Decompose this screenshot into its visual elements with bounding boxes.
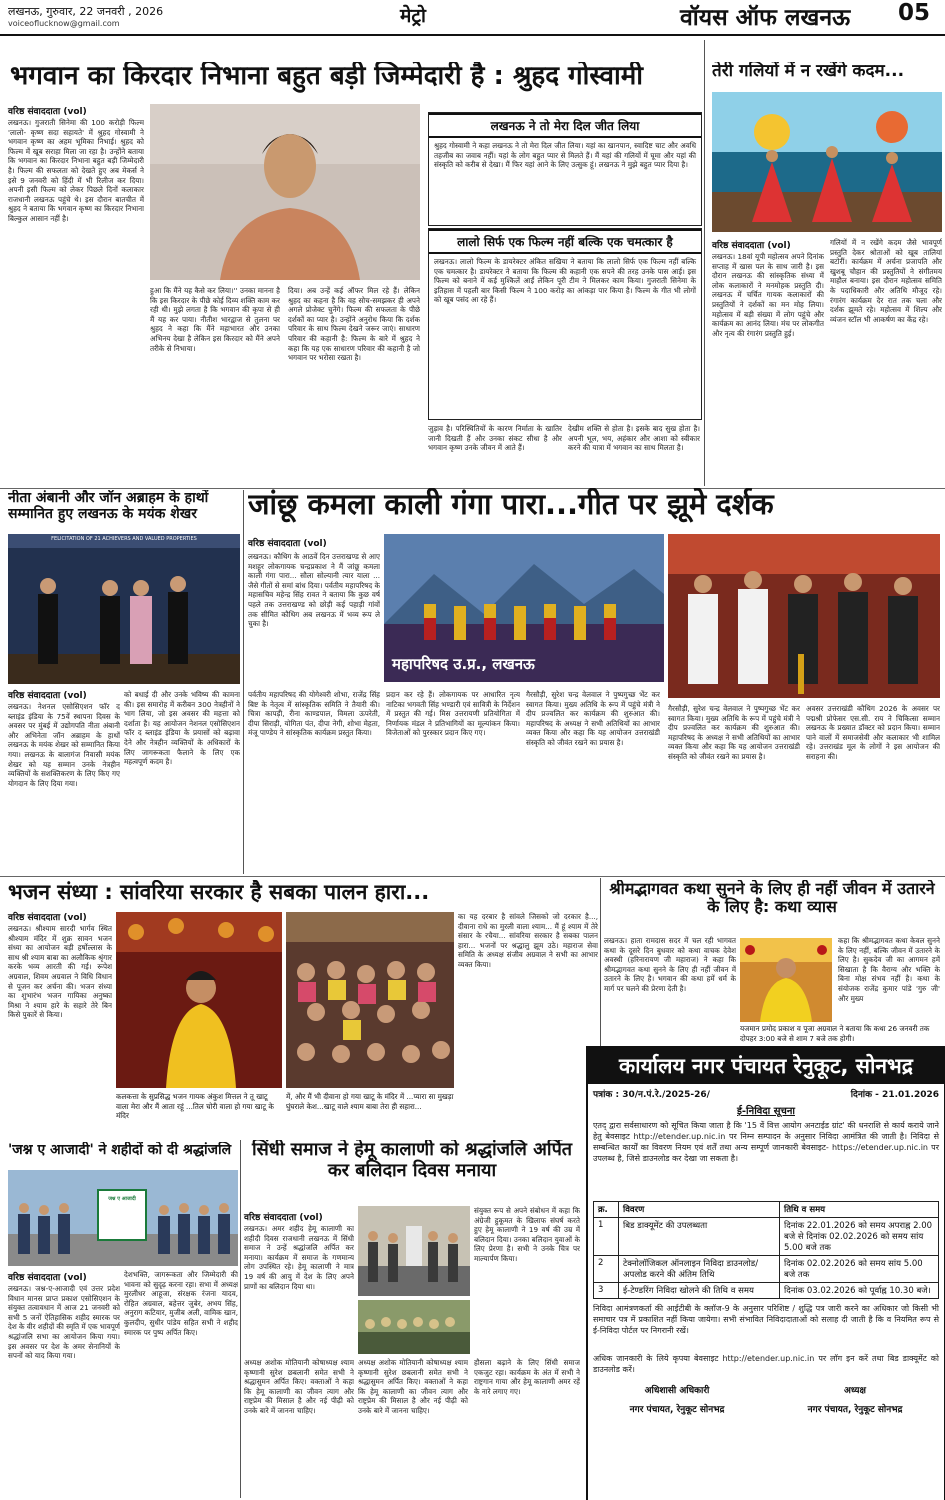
story2-body2: गलियों में न रखेंगे कदम जैसे भावपूर्ण प्रस्तुति देकर श्रोताओं को खूब तालियां बटोरीं। कार्यक्रम में अर्चना प्रजापति और खुशबू चौहान की प्रस्तुतियों ने संगीतमय माहौल बनाया। इस दौरान महोत्सव समिति के पदाधिकारी और अतिथि मौजूद रहे। रंगारंग कार्यक्रम देर रात तक चला और दर्शक झूमते रहे। महोत्सव में शिल्प और व्यंजन स्टॉल भी आकर्षण का केंद्र रहे।: [830, 238, 942, 324]
masthead-rule: [0, 34, 945, 36]
section-name: मेट्रो: [400, 5, 426, 27]
sidebar1-box: [428, 112, 702, 226]
story3-byline: वरिष्ठ संवाददाता (vol): [8, 691, 87, 701]
story5-body2: का यह दरबार है सांवले जिसको जो दरकार है..., दीवाना राधे का मुरली वाला श्याम... मैं हूं श्याम में तेरे संसार के रचैया... सांवरिया सरकार है सबका पालन हारा... भजनों पर श्रद्धालु झूम उठे। महाराज सेवा समिति के अध्यक्ष संजीव अग्रवाल ने सभी का आभार व्यक्त किया।: [458, 912, 598, 969]
sidebar2-body: लखनऊ। लालो फिल्म के डायरेक्टर अंकित सखिया ने बताया कि लालो सिर्फ एक फिल्म नहीं बल्कि एक चमत्कार है। डायरेक्टर ने बताया कि फिल्म की कहानी एक सपने की तरह उनके पास आई। इस फिल्म को बनाने में कई मुश्किलें आईं लेकिन पूरी टीम ने मिलकर काम किया। गुजराती सिनेमा के इतिहास में पहली बार किसी फिल्म ने 100 करोड़ का आंकड़ा पार किया है। फिल्म के गीत भी लोगों को खूब पसंद आ रहे हैं।: [434, 257, 696, 305]
story5-byline: वरिष्ठ संवाददाता (vol): [8, 913, 87, 923]
table-row: 2 टेक्नोलॉजिकल ऑनलाइन निविदा डाउनलोड/अपलोड करने की अंतिम तिथि दिनांक 02.02.2026 को समय सांय 5.00 बजे तक: [594, 1256, 939, 1283]
column-divider: [240, 1140, 241, 1498]
tender-ref: पत्रांक : 30/न.पं.रे./2025-26/: [593, 1090, 710, 1100]
story6-photo: [740, 938, 832, 1022]
tender-note: निविदा आमंत्रणकर्ता की आईटीबी के क्लॉज-9 के अनुसार परिशिष्ट / शुद्धि पत्र जारी करने का अधिकार जो किसी भी समाचार पत्र में प्रकाशित नहीं किया जायेगा। सभी संभावित निविदादाताओं को सलाह दी जाती है कि व नियमित रूप से ई-निविदा पोर्टल पर निगरानी रखें।: [593, 1304, 939, 1335]
story8-body-cont: अध्यक्ष अशोक मोतियानी कोषाध्यक्ष श्याम कृष्णानी सुरेश छबलानी समेत सभी ने श्रद्धासुमन अर्पित किए। वक्ताओं ने कहा कि हेमू कालाणी का जीवन त्याग और राष्ट्रप्रेम की मिसाल है और नई पीढ़ी को उनके बारे में जानना चाहिए।: [244, 1358, 354, 1415]
story7-body2: देशभक्ति, जागरूकता और जिम्मेदारी की भावना को सुदृढ़ करना रहा। सभा में अध्यक्ष मुरलीधर आहूजा, संरक्षक रंजना यादव, रोहित अग्रवाल, बहेत्तर जुबेर, अभय सिंह, अनुराग कटियार, मुजीब अली, वामिक खान, कुलदीप, सुधीर पांडेय सहित सभी ने शहीद स्मारक पर पुष्प अर्पित किए।: [124, 1270, 238, 1337]
story6-headline: श्रीमद्भागवत कथा सुनने के लिए ही नहीं जीवन में उतारने के लिए है: कथा व्यास: [609, 880, 935, 917]
story1-quote: हुआ कि मैंने यह कैसे कर लिया।'' उनका मानना है कि इस किरदार के पीछे कोई दिव्य शक्ति काम कर रही थी। मुझे लगता है कि भगवान की कृपा से ही मैं यह कर पाया। नीतीश भारद्वाज से तुलना पर श्रुहद ने कहा कि मैंने महाभारत और उनका अभिनय देखा है लेकिन इस किरदार को मैंने अपने तरीके से निभाया।: [150, 286, 280, 353]
story6-body: लखनऊ। हाता रामदास सदर में चल रही भागवत कथा के दूसरे दिन बुधवार को कथा वाचक देवेश अवस्थी (हरिनारायण जी महाराज) ने कहा कि श्रीमद्भागवत कथा सुनने के लिए ही नहीं जीवन में उतारने के लिए है। भगवान की कथा हमें धर्म के मार्ग पर चलने की प्रेरणा देती है।: [604, 936, 736, 993]
sidebar1-body: श्रुहद गोस्वामी ने कहा लखनऊ ने तो मेरा दिल जीत लिया। यहां का खानपान, स्वादिष्ट चाट और अवधि तहजीब का जवाब नहीं। यहां के लोग बहुत प्यार से मिलते हैं। मैं यहां की गलियों में घूमा और यहां की संस्कृति को करीब से देखा। मैं फिर यहां आने के लिए उत्सुक हूं। लखनऊ ने मुझे बहुत प्यार दिया है।: [434, 141, 696, 170]
tender-sig1-body: नगर पंचायत, रेनुकूट सोनभद्र: [629, 1405, 725, 1415]
table-row: 1 बिड डाक्यूमेंट की उपलब्धता दिनांक 22.01.2026 को समय अपराह्न 2.00 बजे से दिनांक 02.02.2026 को समय सांय 5.00 बजे तक: [594, 1218, 939, 1256]
tender-col-desc: विवरण: [619, 1202, 780, 1218]
story2-headline: तेरी गलियों में न रखेंगे कदम...: [712, 62, 905, 81]
sidebar2-body3: देखीम शक्ति से होता है। इसके बाद सुख होता है। अपनी भूल, भय, अहंकार और आशा को स्वीकार करने की यात्रा में भगवान का साथ मिलता है।: [568, 424, 700, 453]
newspaper-brand: वॉयस ऑफ लखनऊ: [680, 5, 851, 31]
story8-photo-2: [358, 1300, 470, 1354]
story8-body: लखनऊ। अमर शहीद हेमू कालाणी का शहीदी दिवस राजधानी लखनऊ में सिंधी समाज ने उन्हें श्रद्धांजलि अर्पित कर मनाया। कार्यक्रम में समाज के गणमान्य लोग उपस्थित रहे। हेमू कालाणी ने मात्र 19 वर्ष की आयु में देश के लिए अपने प्राणों का बलिदान दिया था।: [244, 1224, 354, 1291]
story1-body2: दिया। अब उन्हें कई ऑफर मिल रहे हैं। लेकिन श्रुहद का कहना है कि वह सोच-समझकर ही अपने अगले प्रोजेक्ट चुनेंगे। फिल्म की सफलता के पीछे दर्शकों का प्यार है। उन्होंने अनुरोध किया कि दर्शक परिवार के साथ फिल्म देखने जरूर जाएं। साधारण परिवार की कहानी है: फिल्म के बारे में श्रुहद ने कहा कि यह एक साधारण परिवार की कहानी है जो भगवान पर भरोसा रखता है।: [288, 286, 420, 363]
story8-body2: संयुक्त रूप से अपने संबोधन में कहा कि अंग्रेजी हुकूमत के खिलाफ संघर्ष करते हुए हेमू कालाणी ने 19 वर्ष की उम्र में बलिदान दिया। उनका बलिदान युवाओं के लिए प्रेरणा है। सभी ने उनके चित्र पर माल्यार्पण किया।: [474, 1206, 580, 1263]
story4-body4b: गैरसौड़ी, सुरेश चन्द्र वेलवाल ने पुष्पगुच्छ भेंट कर स्वागत किया। मुख्य अतिथि के रूप में पहुंचे मंत्री ने दीप प्रज्वलित कर कार्यक्रम की शुरुआत की। महापरिषद के अध्यक्ष ने सभी अतिथियों का आभार व्यक्त किया और कहा कि यह आयोजन उत्तराखंडी संस्कृति को जीवंत रखने का प्रयास है।: [668, 704, 800, 761]
story8-photo-1: [358, 1206, 470, 1296]
story2-body: लखनऊ। 18वां यूपी महोत्सव अपने दिनांक सप्ताह में खास पल के साथ जारी है। इस दौरान लखनऊ की सांस्कृतिक संध्या में लोक कलाकारों ने मनमोहक प्रस्तुति दी। लखनऊ में चर्चित गायक कलाकारों की प्रस्तुतियों ने दर्शकों का मन मोह लिया। महोत्सव में बड़ी संख्या में लोग पहुंचे और कार्यक्रम का आनंद लिया। मंच पर लोकगीत और नृत्य की रंगारंग प्रस्तुति हुई।: [712, 252, 824, 338]
story7-body: लखनऊ। जश्न-ए-आजादी एवं उत्तर प्रदेश विधान मानस प्राप्त प्रकाश एसोसिएशन के संयुक्त तत्वावधान में आज 21 जनवरी को सभी 5 जनों ऐतिहासिक शहीद स्मारक पर देश के वीर शहीदों की स्मृति में एक भावपूर्ण श्रद्धांजलि सभा का आयोजन किया गया। इस अवसर पर देश के अमर सेनानियों के सपनों को याद किया गया।: [8, 1284, 120, 1361]
tender-col-sn: क्र.: [594, 1202, 619, 1218]
tender-note2: अधिक जानकारी के लिये कृपया बेवसाइट http://etender.up.nic.in पर लॉग इन करें तथा बिड डाक्यूमेंट को डाउनलोड करें।: [593, 1354, 939, 1374]
tender-office: कार्यालय नगर पंचायत रेनुकूट, सोनभद्र: [588, 1048, 944, 1084]
story5-headline: भजन संध्या : सांवरिया सरकार है सबका पालन हारा...: [8, 880, 430, 904]
story4-headline: जांछू कमला काली गंगा पारा...गीत पर झूमे दर्शक: [248, 488, 774, 521]
issue-date: लखनऊ, गुरुवार, 22 जनवरी , 2026: [8, 5, 164, 18]
column-divider: [243, 490, 244, 874]
sidebar1-headline: लखनऊ ने तो मेरा दिल जीत लिया: [429, 113, 701, 138]
story4-body5: अवसर उत्तराखंडी कौथिग 2026 के अवसर पर पद्मश्री प्रोफेसर एस.सी. राय ने चिकित्सा सम्मान लखनऊ के प्रख्यात डॉक्टर को प्रदान किया। सम्मान पाने वालों में समाजसेवी और कलाकार भी शामिल रहे। उत्तराखंड मूल के लोगों ने इस आयोजन की सराहना की।: [806, 704, 940, 761]
tender-intro: एतद् द्वारा सर्वसाधारण को सूचित किया जाता है कि '15 वें वित्त आयोग अनटाईड ग्रांट' की धनराशि से कार्य कराये जाने हेतु बेवसाइट http://etender.up.nic.in पर निम्न सम्पादन के अनुसार निविदा आमंत्रित की जाती है। निविदा से सम्बन्धित कार्यों का विवरण नियम एवं शर्तें तथा अन्य सम्पूर्ण जानकारी बेवसाइट- https://etender.up.nic.in पर उपलब्ध है, जिसे डाउनलोड कर देखा जा सकता है।: [593, 1121, 939, 1163]
story6-body2: कहा कि श्रीमद्भागवत कथा केवल सुनने के लिए नहीं, बल्कि जीवन में उतारने के लिए है। सुकदेव जी का आगमन हमें सिखाता है कि वैराग्य और भक्ति के बिना मोक्ष संभव नहीं है। कथा के संयोजक राजेंद्र कुमार पांडे 'गुरु जी' और मुख्य: [838, 936, 940, 1003]
table-row: 3 ई-टेण्डरिंग निविदा खोलने की तिथि व समय दिनांक 03.02.2026 को पूर्वाह्न 10.30 बजे।: [594, 1283, 939, 1299]
story4-body3: प्रदान कर रहे हैं। लोकगायक पर आधारित नृत्य नाटिका भगवती सिंह भण्डारी एवं सावित्री के निर्देशन में प्रस्तुत की गई। मिस उत्तरायणी प्रतियोगिता में निर्णायक मंडल ने प्रतिभागियों का मूल्यांकन किया। विजेताओं को पुरस्कार प्रदान किए गए।: [386, 690, 520, 738]
story4-body2: पर्वतीय महापरिषद की योगेश्वरी शोभा, राजेंद्र सिंह बिष्ट के नेतृत्व में सांस्कृतिक समिति ने तैयारी की। चित्रा कापड़ी, रीना काण्डपाल, विमला ऊपरेती, दीपा सिराड़ी, योगिता पंत, दीपा नेगी, शोभा मेहता, मंजू पाण्डेय ने सांस्कृतिक कार्यक्रम प्रस्तुत किया।: [248, 690, 380, 738]
story4-body: लखनऊ। कौथिग के आठवें दिन उत्तराखण्ड से आए मशहूर लोकगायक चन्द्रप्रकाश ने मैं जांछू कमला काली गंगा पारा... सौला सोल्यानी त्यार याला ... जैसे गीतों से समां बांध दिया। पर्वतीय महापरिषद के महासचिव महेन्द्र सिंह रावत ने बताया कि कुछ वर्ष पहले तक उत्तराखण्ड को छोड़ी कई पहाड़ी गांवों तक सीमित कौथिग अब लखनऊ में भव्य रूप ले चुका है।: [248, 552, 380, 629]
masthead-email: voiceoflucknow@gmail.com: [8, 19, 120, 28]
story1-photo: [150, 104, 420, 280]
column-divider: [704, 40, 705, 486]
story1-byline: वरिष्ठ संवाददाता (vol): [8, 107, 87, 117]
divider-row2: [0, 876, 945, 877]
story3-banner-text: FELICITATION OF 21 ACHIEVERS AND VALUED PROPERTIES: [51, 536, 197, 542]
tender-sig2-body: नगर पंचायत, रेनुकूट सोनभद्र: [807, 1405, 903, 1415]
story4-stage-text: महापरिषद उ.प्र., लखनऊ: [392, 655, 535, 673]
story8-body4: हौसला बढ़ाने के लिए सिंधी समाज एकजुट रहा। कार्यक्रम के अंत में सभी ने राष्ट्रगान गाया और हेमू कालाणी अमर रहें के नारे लगाए गए।: [474, 1358, 580, 1396]
tender-title: ई-निविदा सूचना: [737, 1106, 795, 1117]
sidebar2-box: [428, 228, 702, 420]
story8-byline: वरिष्ठ संवाददाता (vol): [244, 1213, 323, 1223]
story1-headline: भगवान का किरदार निभाना बहुत बड़ी जिम्मेदारी है : श्रुहद गोस्वामी: [10, 62, 644, 91]
story6-caption: यजमान प्रमोद प्रकाश व पूजा अग्रवाल ने बताया कि कथा 26 जनवरी तक दोपहर 3:00 बजे से शाम 7 बजे तक होगी।: [740, 1024, 930, 1043]
tender-sig2-title: अध्यक्ष: [844, 1386, 866, 1396]
story5-body: लखनऊ। श्रीश्याम सारदी भार्गव स्थित श्रीश्याम मंदिर में शुक्र सावन भजन संध्या का आयोजन बड़ी हर्षोल्लास के साथ श्री श्याम बाबा का अलौकिक श्रृंगार करके भव्य आरती की गई। रूपेश अग्रवाल, शिवम अग्रवाल ने विधि विधान से पूजन कर अर्चना की। भजन संध्या का शुभारंभ भजन गायिका अनुष्का मिश्रा ने श्याम हारे के सहारे तेरे बिन किसे पुकारें से किया।: [8, 924, 112, 1020]
story1-body: लखनऊ। गुजराती सिनेमा की 100 करोड़ी फिल्म 'लालो- कृष्ण सदा सहायते' में श्रुहद गोस्वामी ने भगवान कृष्ण का अहम भूमिका निभाई। श्रुहद को फिल्म में खूब सराहा मिला जा रहा है। उन्होंने बताया कि भगवान का किरदार निभाना बहुत बड़ी जिम्मेदारी है। फिल्म की सफलता को देखते हुए अब मेकर्स ने इसे 9 जनवरी को हिंदी में भी रिलीज कर दिया। अपनी इसी फिल्म को लेकर पिछले दिनों कलाकार राजधानी लखनऊ पहुंचे थे। इस दौरान बातचीत में श्रुहद ने बताया कि भगवान कृष्ण का किरदार निभाना बिल्कुल आसान नहीं है।: [8, 118, 144, 223]
story8-headline: सिंधी समाज ने हेमू कालाणी को श्रद्धांजलि अर्पित कर बलिदान दिवस मनाया: [251, 1140, 573, 1181]
sidebar2-body2: जुड़ाव है। परिस्थितियों के कारण निर्माता के खातिर जानी दिखती हैं और उनका संकट सीधा है और भगवान कृष्ण उनके जीवन में आते हैं।: [428, 424, 562, 453]
story5-caption2: में, और मैं भी दीवाना हो गया खाटू के मंदिर में ...प्यारा सा मुखड़ा घुंघराले केश...खाटू वाले श्याम बाबा तेरा ही सहारा...: [286, 1092, 454, 1111]
story7-headline: 'जश्न ए आजादी' ने शहीदों को दी श्रद्धांजलि: [8, 1142, 232, 1158]
story5-photo-singer: [116, 912, 282, 1088]
story3-body2: को बधाई दी और उनके भविष्य की कामना की। इस समारोह में करीबन 300 नेत्रहीनों ने भाग लिया, जो इस अवसर की महत्ता को दर्शाता है। यह आयोजन नेशनल एसोसिएशन फॉर द ब्लाइंड इंडिया के प्रयासों को बढ़ावा देने और नेत्रहीन व्यक्तियों के अधिकारों के लिए जागरूकता फैलाने के लिए एक महत्वपूर्ण कदम है।: [124, 690, 240, 767]
story7-photo: [8, 1170, 238, 1266]
tender-date: दिनांक - 21.01.2026: [850, 1090, 939, 1100]
story2-byline: वरिष्ठ संवाददाता (vol): [712, 241, 791, 251]
story4-byline: वरिष्ठ संवाददाता (vol): [248, 539, 327, 549]
story3-headline: नीता अंबानी और जॉन अब्राहम के हाथों सम्मानित हुए लखनऊ के मयंक शेखर: [8, 490, 209, 523]
column-divider: [600, 878, 601, 1046]
story8-body3: अध्यक्ष अशोक मोतियानी कोषाध्यक्ष श्याम कृष्णानी सुरेश छबलानी समेत सभी ने श्रद्धासुमन अर्पित किए। वक्ताओं ने कहा कि हेमू कालाणी का जीवन त्याग और राष्ट्रप्रेम की मिसाल है और नई पीढ़ी को उनके बारे में जानना चाहिए।: [358, 1358, 468, 1415]
tender-table: [593, 1201, 939, 1299]
story5-caption: कलकत्ता के सुप्रसिद्ध भजन गायक अंकुश मित्तल ने तू खाटू वाला मेरा और मैं आता रहूं ...तिल चोरी वाला हो गया खाटू के मंदिर: [116, 1092, 274, 1121]
story4-body4: गैरसौड़ी, सुरेश चन्द्र वेलवाल ने पुष्पगुच्छ भेंट कर स्वागत किया। मुख्य अतिथि के रूप में पहुंचे मंत्री ने दीप प्रज्वलित कर कार्यक्रम की शुरुआत की। महापरिषद के अध्यक्ष ने सभी अतिथियों का आभार व्यक्त किया और कहा कि यह आयोजन उत्तराखंडी संस्कृति को जीवंत रखने का प्रयास है।: [526, 690, 660, 747]
story2-photo: [712, 92, 942, 232]
page-number: 05: [898, 0, 931, 26]
story3-body: लखनऊ। नेशनल एसोसिएशन फॉर द ब्लाइंड इंडिया के 75वें स्थापना दिवस के अवसर पर मुंबई में उद्योगपति नीता अंबानी और अभिनेता जॉन अब्राहम के हाथों लखनऊ के मयंक शेखर को सम्मानित किया गया। लखनऊ के बालागंज निवासी मयंक शेखर को यह सम्मान उनके नेत्रहीन व्यक्तियों के सशक्तिकरण के लिए किए गए योगदान के लिए दिया गया।: [8, 702, 120, 788]
story7-byline: वरिष्ठ संवाददाता (vol): [8, 1273, 87, 1283]
tender-sig1-title: अधिशासी अधिकारी: [644, 1386, 710, 1396]
story5-photo-crowd: [286, 912, 454, 1088]
tender-col-date: तिथि व समय: [780, 1202, 939, 1218]
story3-photo: [8, 534, 240, 684]
sidebar2-headline: लालो सिर्फ एक फिल्म नहीं बल्कि एक चमत्कार है: [429, 229, 701, 254]
tender-notice: [586, 1046, 945, 1500]
story4-photo-lamp: [668, 534, 940, 698]
story7-badge-text: जश्न ए आजादी: [108, 1196, 136, 1202]
